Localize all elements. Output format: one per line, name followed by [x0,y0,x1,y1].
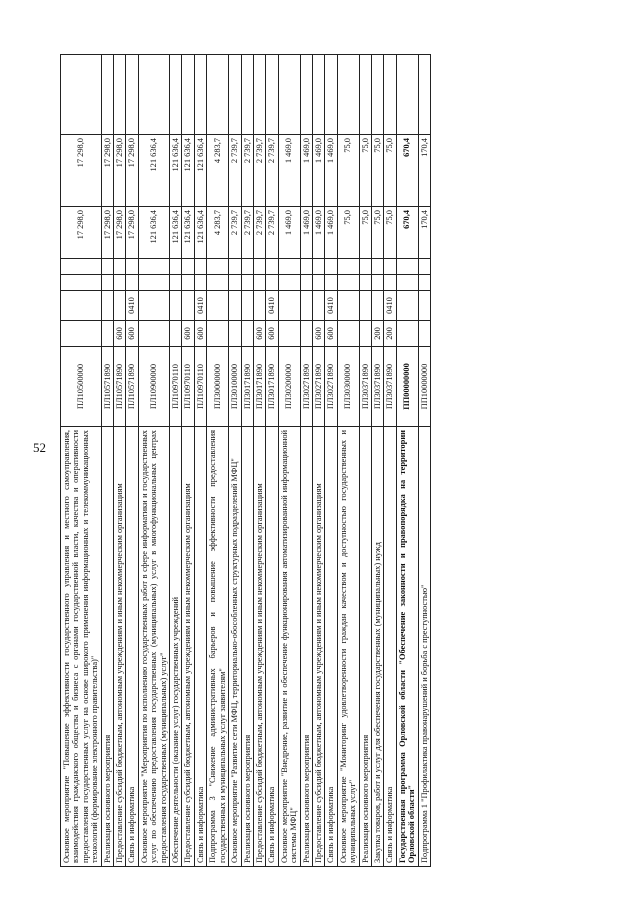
row-expense-type [61,321,102,347]
row-empty-cell [300,259,312,275]
row-empty-cell [101,259,113,275]
row-amount-extra [300,55,312,135]
row-empty-cell [266,275,278,291]
row-amount-extra [312,55,324,135]
table-row [300,55,312,867]
row-amount-extra [182,55,194,135]
row-amount: 75,0 [384,207,396,259]
row-amount-total: 17 298,0 [61,135,102,207]
row-name: Основное мероприятие "Мероприятия по исполнению государственных работ в сфере информатики и государственных услуг по обеспечению предоставления государственных (муниципальных) услуг в многофункциональных центрах предоставления государственных (муниципальных) услуг" [138,427,169,867]
row-section-code [418,291,430,321]
row-expense-type: 600 [194,321,206,347]
table-row [114,55,126,867]
row-empty-cell [312,259,324,275]
row-code: ПЛ30271890 [312,347,324,427]
row-name: Предоставление субсидий бюджетным, автономным учреждениям и иным некоммерческим организациям [253,427,265,867]
row-expense-type: 600 [312,321,324,347]
row-code: ПЛ10571890 [126,347,138,427]
row-name: Связь и информатика [325,427,337,867]
row-empty-cell [241,259,253,275]
row-empty-cell [101,275,113,291]
row-amount-total: 75,0 [359,135,371,207]
row-name: Закупка товаров, работ и услуг для обеспечения государственных (муниципальных) нужд [371,427,383,867]
row-code: ПЛ10970110 [194,347,206,427]
row-amount-extra [207,55,229,135]
row-section-code [300,291,312,321]
row-amount-extra [170,55,182,135]
table-body [61,55,431,867]
row-code: ПЛ10900000 [138,347,169,427]
rotated-table-frame [60,55,600,867]
row-name: Подпрограмма 3 "Снижение административных барьеров и повышение эффективности предоставления государственных и муниципальных услуг заявителям" [207,427,229,867]
row-name: Основное мероприятие "Повышение эффективности государственного управления и местного самоуправления, взаимодействия гражданского общества и бизнеса с органами государственной власти, качества и оперативности предоставления государственных услуг на основе широкого применения информационных и телекоммуникационных технологий (формирование электронного правительства)" [61,427,102,867]
row-amount: 170,4 [418,207,430,259]
row-expense-type [101,321,113,347]
budget-table [60,54,431,867]
row-amount: 17 298,0 [114,207,126,259]
row-amount-extra [138,55,169,135]
row-amount-extra [359,55,371,135]
row-amount-extra [194,55,206,135]
row-empty-cell [182,275,194,291]
row-section-code [207,291,229,321]
row-amount-total: 121 636,4 [170,135,182,207]
table-row [266,55,278,867]
row-expense-type: 600 [253,321,265,347]
row-empty-cell [325,259,337,275]
row-amount-total: 2 739,7 [253,135,265,207]
row-section-code [101,291,113,321]
row-code: ПЛ10970110 [170,347,182,427]
row-amount: 1 469,0 [312,207,324,259]
row-code: ПЛ30200000 [278,347,300,427]
row-code: ПЛ30100000 [229,347,241,427]
row-amount-extra [101,55,113,135]
row-code: ПЛ30371890 [371,347,383,427]
row-name: Предоставление субсидий бюджетным, автономным учреждениям и иным некоммерческим организациям [114,427,126,867]
row-empty-cell [207,275,229,291]
row-name: Подпрограмма 1 "Профилактика правонарушений и борьба с преступностью" [418,427,430,867]
row-amount: 4 283,7 [207,207,229,259]
table-row [126,55,138,867]
table-row [325,55,337,867]
row-amount-extra [241,55,253,135]
row-amount: 121 636,4 [182,207,194,259]
row-amount: 670,4 [396,207,418,259]
row-section-code [253,291,265,321]
row-code: ПЛ30371890 [359,347,371,427]
row-name: Предоставление субсидий бюджетным, автономным учреждениям и иным некоммерческим организациям [312,427,324,867]
row-amount-total: 170,4 [418,135,430,207]
row-section-code [61,291,102,321]
table-row [241,55,253,867]
row-section-code [229,291,241,321]
row-amount: 17 298,0 [61,207,102,259]
row-amount: 17 298,0 [101,207,113,259]
row-amount: 121 636,4 [138,207,169,259]
row-empty-cell [396,259,418,275]
row-section-code [114,291,126,321]
row-amount-total: 670,4 [396,135,418,207]
row-code: ПЛ30271890 [300,347,312,427]
row-amount: 2 739,7 [229,207,241,259]
row-expense-type [278,321,300,347]
row-name: Предоставление субсидий бюджетным, автономным учреждениям и иным некоммерческим организациям [182,427,194,867]
row-empty-cell [61,259,102,275]
row-empty-cell [61,275,102,291]
row-amount-total: 75,0 [371,135,383,207]
row-expense-type [170,321,182,347]
row-empty-cell [359,259,371,275]
row-expense-type: 600 [266,321,278,347]
row-amount: 75,0 [371,207,383,259]
row-amount-total: 4 283,7 [207,135,229,207]
row-amount-extra [325,55,337,135]
row-amount-total: 1 469,0 [312,135,324,207]
row-empty-cell [194,275,206,291]
row-name: Государственная программа Орловской области "Обеспечение законности и правопорядка на территории Орловской области" [396,427,418,867]
row-empty-cell [194,259,206,275]
table-row [138,55,169,867]
row-section-code: 0410 [126,291,138,321]
table-row [182,55,194,867]
row-empty-cell [300,275,312,291]
rotated-table-content [60,55,600,867]
row-expense-type: 600 [126,321,138,347]
table-row [101,55,113,867]
row-amount: 121 636,4 [194,207,206,259]
row-section-code: 0410 [266,291,278,321]
row-empty-cell [396,275,418,291]
row-section-code [371,291,383,321]
row-expense-type: 600 [182,321,194,347]
row-section-code [312,291,324,321]
row-section-code: 0410 [325,291,337,321]
row-code: ПЛ10571890 [101,347,113,427]
row-empty-cell [384,259,396,275]
row-empty-cell [170,259,182,275]
row-name: Основное мероприятие "Мониторинг удовлетворенности граждан качеством и доступностью государственных и муниципальных услуг" [337,427,359,867]
row-amount-extra [253,55,265,135]
table-row [359,55,371,867]
row-amount-total: 17 298,0 [114,135,126,207]
row-name: Реализация основного мероприятия [101,427,113,867]
row-name: Реализация основного мероприятия [359,427,371,867]
table-row [61,55,102,867]
row-empty-cell [114,275,126,291]
row-section-code: 0410 [194,291,206,321]
row-code: ПЛ30271890 [325,347,337,427]
row-code: ПЛ30000000 [207,347,229,427]
row-code: ПЛ30171890 [241,347,253,427]
row-amount-total: 1 469,0 [325,135,337,207]
table-row [207,55,229,867]
row-amount-extra [61,55,102,135]
row-empty-cell [418,259,430,275]
row-amount-extra [384,55,396,135]
row-empty-cell [126,259,138,275]
row-amount-extra [371,55,383,135]
row-empty-cell [207,259,229,275]
row-empty-cell [278,275,300,291]
row-amount-total: 121 636,4 [182,135,194,207]
row-expense-type [138,321,169,347]
row-empty-cell [337,259,359,275]
row-expense-type [396,321,418,347]
row-expense-type [418,321,430,347]
row-code: ПЛ10970110 [182,347,194,427]
row-amount-extra [229,55,241,135]
row-amount-total: 75,0 [337,135,359,207]
table-row [337,55,359,867]
row-empty-cell [229,275,241,291]
row-amount-total: 1 469,0 [278,135,300,207]
row-empty-cell [266,259,278,275]
row-amount: 75,0 [359,207,371,259]
row-code: ПЛ30300000 [337,347,359,427]
row-amount: 1 469,0 [278,207,300,259]
row-section-code [396,291,418,321]
row-amount-total: 75,0 [384,135,396,207]
table-row [312,55,324,867]
row-name: Реализация основного мероприятия [241,427,253,867]
row-empty-cell [384,275,396,291]
row-expense-type [207,321,229,347]
row-empty-cell [312,275,324,291]
row-amount-total: 121 636,4 [194,135,206,207]
row-empty-cell [418,275,430,291]
page-number: 52 [33,440,46,455]
row-code: ПЛ30171890 [266,347,278,427]
row-amount-total: 2 739,7 [266,135,278,207]
row-amount: 75,0 [337,207,359,259]
row-amount: 1 469,0 [300,207,312,259]
row-amount: 2 739,7 [241,207,253,259]
row-empty-cell [253,259,265,275]
row-section-code [182,291,194,321]
row-code: ПП10000000 [418,347,430,427]
row-empty-cell [126,275,138,291]
row-amount: 2 739,7 [253,207,265,259]
row-name: Связь и информатика [194,427,206,867]
row-empty-cell [138,275,169,291]
row-expense-type [300,321,312,347]
row-amount-total: 121 636,4 [138,135,169,207]
table-row [170,55,182,867]
row-name: Связь и информатика [126,427,138,867]
row-section-code [337,291,359,321]
row-expense-type [337,321,359,347]
row-code: ПП00000000 [396,347,418,427]
row-expense-type: 600 [114,321,126,347]
row-empty-cell [241,275,253,291]
row-section-code: 0410 [384,291,396,321]
row-expense-type: 200 [384,321,396,347]
row-empty-cell [337,275,359,291]
row-empty-cell [182,259,194,275]
row-amount-extra [396,55,418,135]
table-row [229,55,241,867]
row-code: ПЛ30371890 [384,347,396,427]
table-row [194,55,206,867]
row-amount-extra [278,55,300,135]
row-amount: 121 636,4 [170,207,182,259]
row-empty-cell [170,275,182,291]
row-expense-type [241,321,253,347]
row-amount-extra [418,55,430,135]
row-amount-extra [337,55,359,135]
table-row [396,55,418,867]
row-code: ПЛ10571890 [114,347,126,427]
row-amount: 2 739,7 [266,207,278,259]
row-empty-cell [371,275,383,291]
row-empty-cell [253,275,265,291]
row-amount-extra [126,55,138,135]
row-section-code [138,291,169,321]
table-row [278,55,300,867]
row-amount-extra [266,55,278,135]
row-name: Связь и информатика [266,427,278,867]
row-empty-cell [114,259,126,275]
row-empty-cell [138,259,169,275]
row-amount: 1 469,0 [325,207,337,259]
row-expense-type [229,321,241,347]
row-empty-cell [229,259,241,275]
table-row [253,55,265,867]
row-amount-total: 17 298,0 [126,135,138,207]
row-amount-total: 2 739,7 [229,135,241,207]
row-name: Реализация основного мероприятия [300,427,312,867]
row-amount: 17 298,0 [126,207,138,259]
row-name: Обеспечение деятельности (оказание услуг) государственных учреждений [170,427,182,867]
row-empty-cell [371,259,383,275]
table-row [418,55,430,867]
row-amount-total: 17 298,0 [101,135,113,207]
row-expense-type [359,321,371,347]
row-name: Основное мероприятие "Развитие сети МФЦ, территориально-обособленных структурных подразделений МФЦ" [229,427,241,867]
row-amount-total: 1 469,0 [300,135,312,207]
row-code: ПЛ10500000 [61,347,102,427]
row-section-code [170,291,182,321]
row-expense-type: 600 [325,321,337,347]
row-section-code [359,291,371,321]
row-name: Основное мероприятие "Внедрение, развитие и обеспечение функционирования автоматизированной информационной системы МФЦ" [278,427,300,867]
row-section-code [278,291,300,321]
table-row [371,55,383,867]
row-name: Связь и информатика [384,427,396,867]
row-expense-type: 200 [371,321,383,347]
row-section-code [241,291,253,321]
row-code: ПЛ30171890 [253,347,265,427]
row-amount-extra [114,55,126,135]
row-empty-cell [325,275,337,291]
row-amount-total: 2 739,7 [241,135,253,207]
row-empty-cell [278,259,300,275]
row-empty-cell [359,275,371,291]
table-row [384,55,396,867]
